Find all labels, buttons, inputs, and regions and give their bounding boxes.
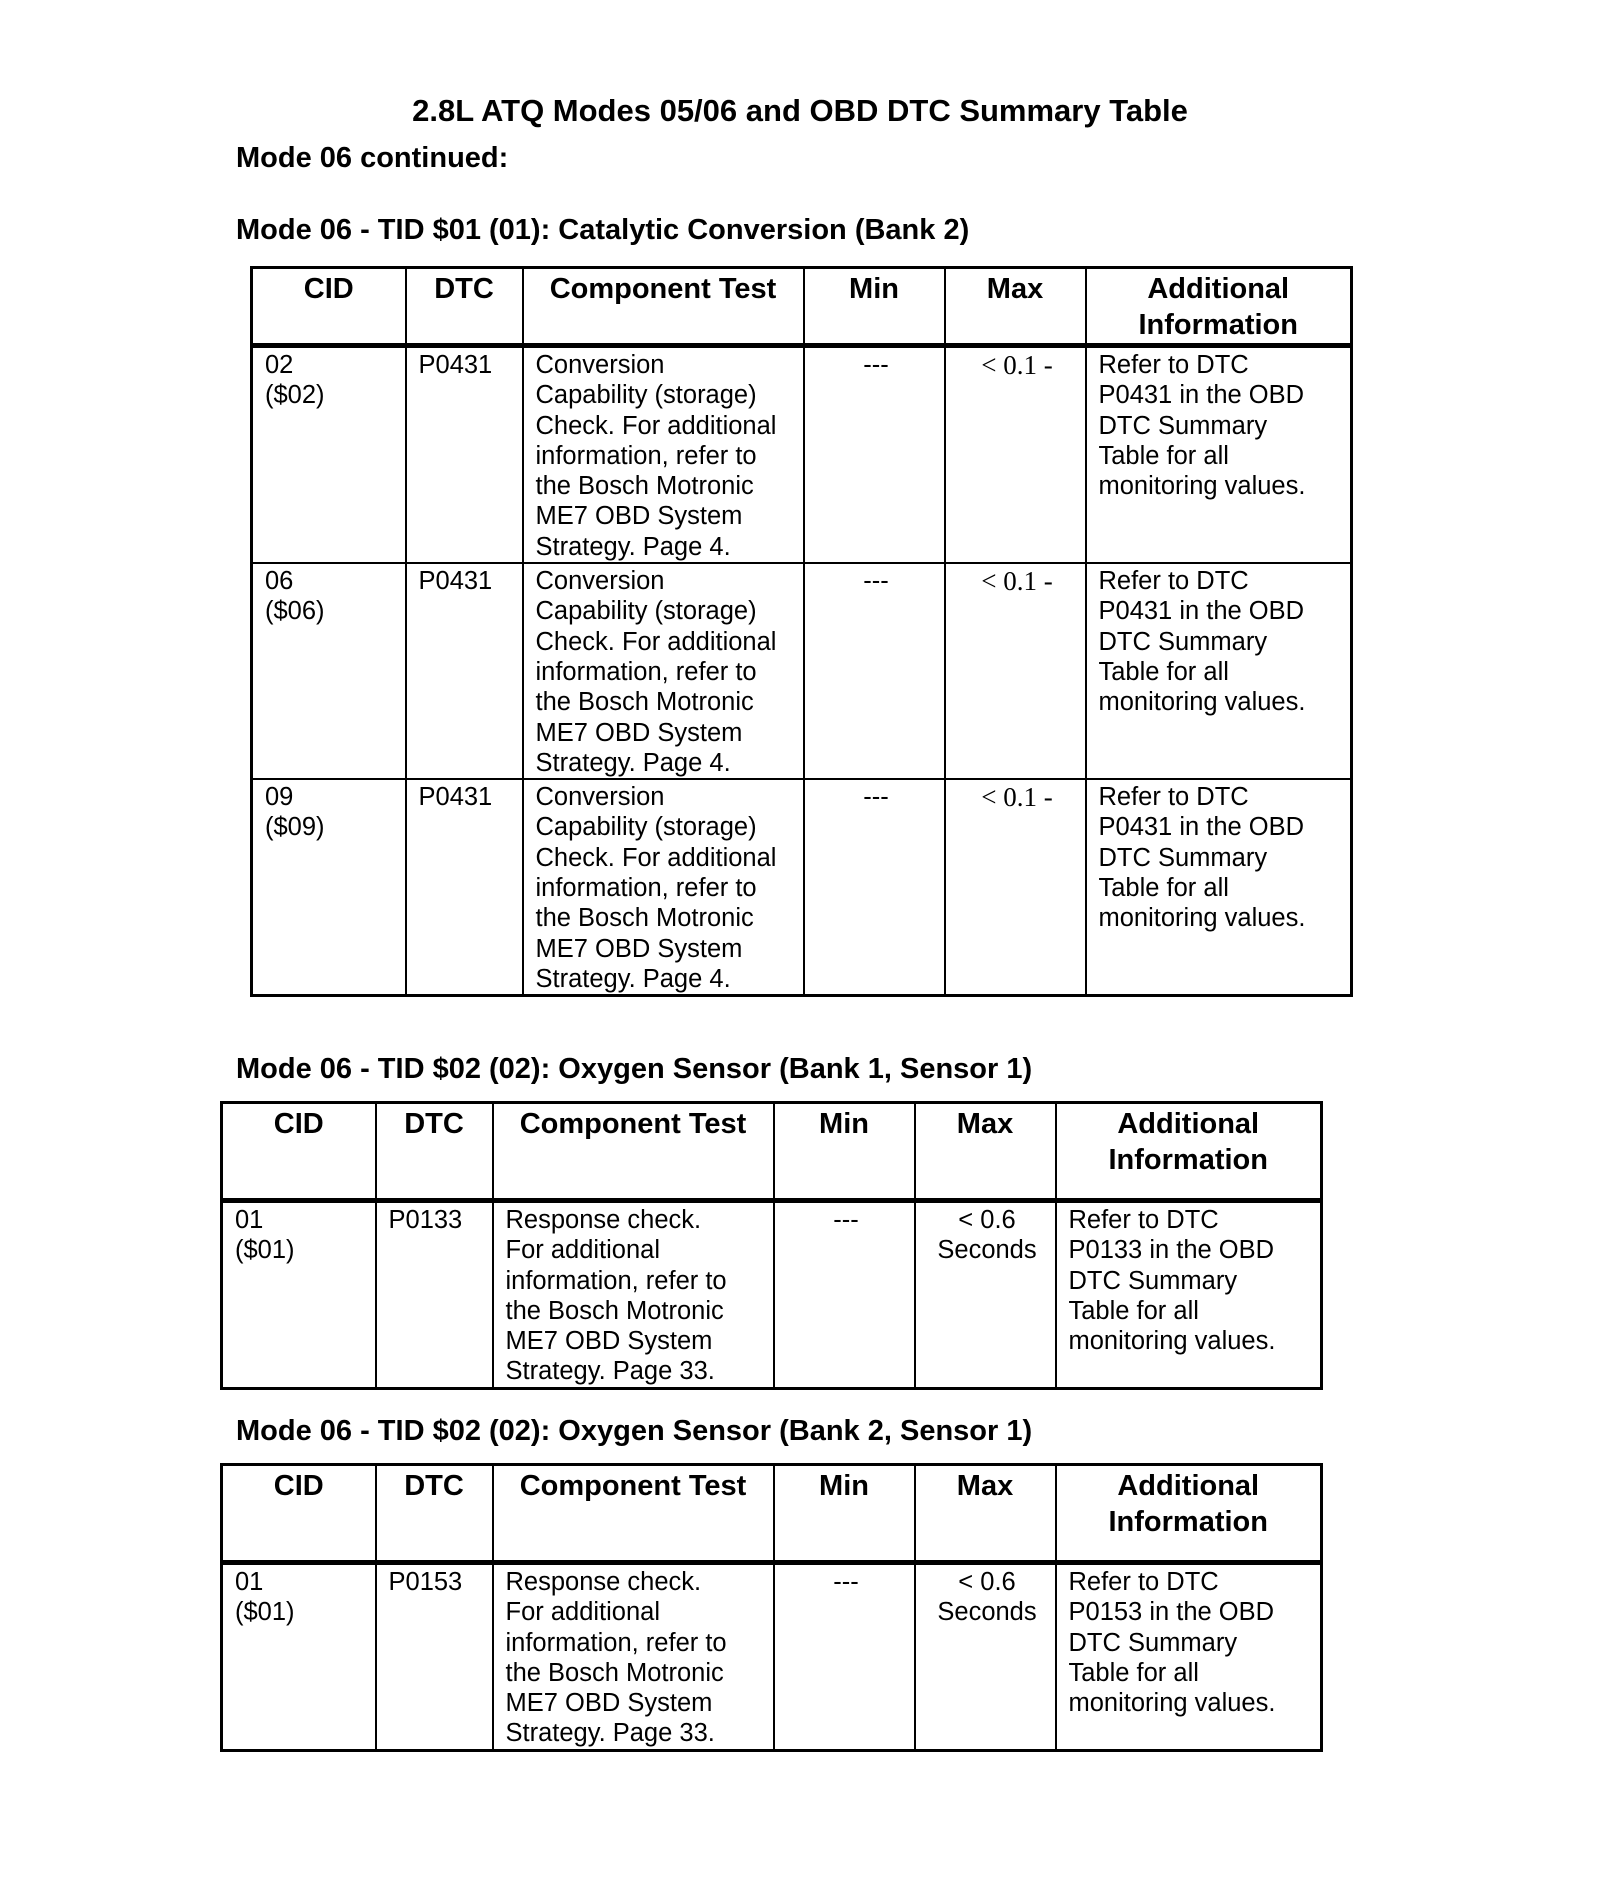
document-title: 2.8L ATQ Modes 05/06 and OBD DTC Summary Table <box>412 93 1188 128</box>
cid-cell: 09 ($09) <box>252 779 406 996</box>
min-cell: --- <box>774 1201 915 1389</box>
table-header-row <box>252 268 1352 346</box>
column-header-max: Max <box>945 268 1086 346</box>
max-cell: < 0.1 - <box>945 346 1086 564</box>
column-header-max: Max <box>915 1465 1056 1563</box>
section-title-oxygen-sensor-bank-1-sensor-1: Mode 06 - TID $02 (02): Oxygen Sensor (Bank 1, Sensor 1) <box>236 1053 1033 1085</box>
min-cell: --- <box>804 346 945 564</box>
column-header-additional-information: Additional Information <box>1086 268 1352 346</box>
column-header-cid: CID <box>222 1103 376 1201</box>
column-header-min: Min <box>804 268 945 346</box>
max-cell: < 0.1 - <box>945 563 1086 779</box>
section-title-oxygen-sensor-bank-2-sensor-1: Mode 06 - TID $02 (02): Oxygen Sensor (Bank 2, Sensor 1) <box>236 1415 1033 1447</box>
oxygen-sensor-bank-2-sensor-1-table <box>220 1463 1323 1752</box>
additional-information-cell: Refer to DTC P0431 in the OBD DTC Summary Table for all monitoring values. <box>1086 779 1352 996</box>
column-header-cid: CID <box>222 1465 376 1563</box>
column-header-component-test: Component Test <box>493 1103 774 1201</box>
catalytic-conversion-bank-2-table <box>250 266 1353 997</box>
component-test-cell: Conversion Capability (storage) Check. For additional information, refer to the Bosch Motronic ME7 OBD System Strategy. Page 4. <box>523 346 804 564</box>
dtc-cell: P0431 <box>406 779 523 996</box>
column-header-additional-information: Additional Information <box>1056 1103 1322 1201</box>
column-header-component-test: Component Test <box>493 1465 774 1563</box>
cid-cell: 01 ($01) <box>222 1563 376 1751</box>
section-title-catalytic-conversion-bank-2: Mode 06 - TID $01 (01): Catalytic Conversion (Bank 2) <box>236 214 970 246</box>
table-row <box>222 1201 1322 1389</box>
column-header-additional-information: Additional Information <box>1056 1465 1322 1563</box>
max-cell: < 0.1 - <box>945 779 1086 996</box>
cid-cell: 02 ($02) <box>252 346 406 564</box>
mode-06-continued-heading: Mode 06 continued: <box>236 142 509 174</box>
table-row <box>252 346 1352 564</box>
component-test-cell: Conversion Capability (storage) Check. For additional information, refer to the Bosch Motronic ME7 OBD System Strategy. Page 4. <box>523 563 804 779</box>
max-cell: < 0.6 Seconds <box>915 1563 1056 1751</box>
component-test-cell: Response check. For additional information, refer to the Bosch Motronic ME7 OBD System Strategy. Page 33. <box>493 1201 774 1389</box>
column-header-min: Min <box>774 1103 915 1201</box>
cid-cell: 01 ($01) <box>222 1201 376 1389</box>
dtc-cell: P0431 <box>406 563 523 779</box>
cid-cell: 06 ($06) <box>252 563 406 779</box>
additional-information-cell: Refer to DTC P0431 in the OBD DTC Summary Table for all monitoring values. <box>1086 563 1352 779</box>
table-row <box>252 563 1352 779</box>
column-header-dtc: DTC <box>376 1465 493 1563</box>
dtc-cell: P0153 <box>376 1563 493 1751</box>
table-row <box>222 1563 1322 1751</box>
column-header-dtc: DTC <box>406 268 523 346</box>
additional-information-cell: Refer to DTC P0133 in the OBD DTC Summary Table for all monitoring values. <box>1056 1201 1322 1389</box>
table-row <box>252 779 1352 996</box>
component-test-cell: Conversion Capability (storage) Check. For additional information, refer to the Bosch Motronic ME7 OBD System Strategy. Page 4. <box>523 779 804 996</box>
min-cell: --- <box>774 1563 915 1751</box>
min-cell: --- <box>804 563 945 779</box>
additional-information-cell: Refer to DTC P0431 in the OBD DTC Summary Table for all monitoring values. <box>1086 346 1352 564</box>
column-header-max: Max <box>915 1103 1056 1201</box>
dtc-cell: P0133 <box>376 1201 493 1389</box>
column-header-dtc: DTC <box>376 1103 493 1201</box>
column-header-min: Min <box>774 1465 915 1563</box>
dtc-cell: P0431 <box>406 346 523 564</box>
table-header-row <box>222 1103 1322 1201</box>
component-test-cell: Response check. For additional information, refer to the Bosch Motronic ME7 OBD System Strategy. Page 33. <box>493 1563 774 1751</box>
max-cell: < 0.6 Seconds <box>915 1201 1056 1389</box>
oxygen-sensor-bank-1-sensor-1-table <box>220 1101 1323 1390</box>
min-cell: --- <box>804 779 945 996</box>
column-header-component-test: Component Test <box>523 268 804 346</box>
column-header-cid: CID <box>252 268 406 346</box>
table-header-row <box>222 1465 1322 1563</box>
additional-information-cell: Refer to DTC P0153 in the OBD DTC Summary Table for all monitoring values. <box>1056 1563 1322 1751</box>
